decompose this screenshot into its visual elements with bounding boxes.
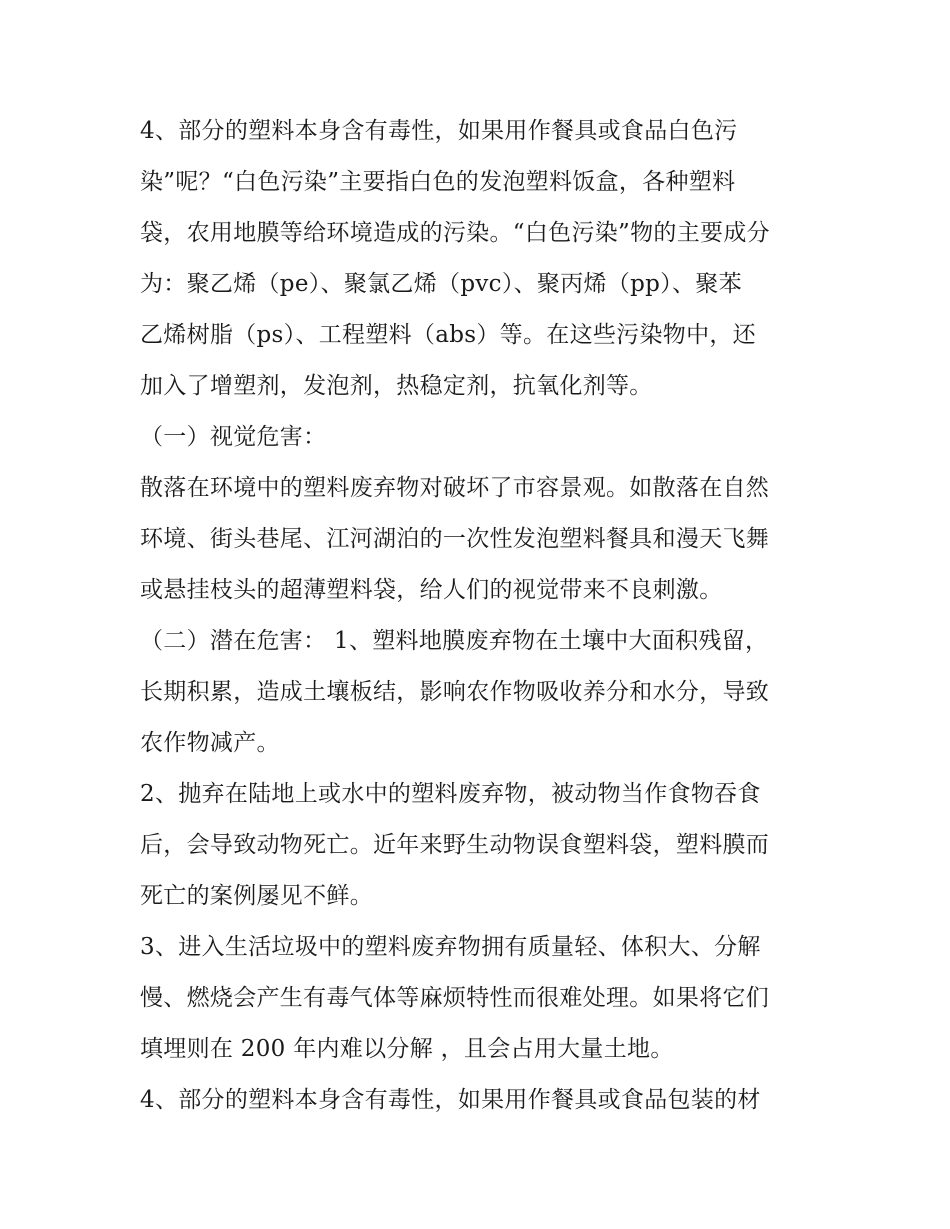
text-line-14: 2、抛弃在陆地上或水中的塑料废弃物，被动物当作食物吞食	[140, 781, 761, 807]
text-line-6: 加入了增塑剂，发泡剂，热稳定剂，抗氧化剂等。	[140, 373, 653, 399]
text-line-12: 长期积累，造成土壤板结，影响农作物吸收养分和水分，导致	[140, 679, 770, 705]
text-line-4: 为：聚乙烯（pe）、聚氯乙烯（pvc）、聚丙烯（pp）、聚苯	[140, 271, 742, 297]
document-body	[140, 106, 820, 1126]
text-line-17: 3、进入生活垃圾中的塑料废弃物拥有质量轻、体积大、分解	[140, 934, 761, 960]
text-line-16: 死亡的案例屡见不鲜。	[140, 883, 373, 909]
text-line-10: 或悬挂枝头的超薄塑料袋，给人们的视觉带来不良刺激。	[140, 577, 723, 603]
text-line-2: 染”呢？“白色污染”主要指白色的发泡塑料饭盒，各种塑料	[140, 169, 736, 195]
text-line-20: 4、部分的塑料本身含有毒性，如果用作餐具或食品包装的材	[140, 1087, 761, 1113]
text-line-13: 农作物减产。	[140, 730, 280, 756]
text-line-18: 慢、燃烧会产生有毒气体等麻烦特性而很难处理。如果将它们	[140, 985, 770, 1011]
section-heading-visual-harm: （一）视觉危害：	[140, 424, 327, 450]
section-heading-potential-harm: （二）潜在危害： 1、塑料地膜废弃物在土壤中大面积残留，	[140, 628, 769, 654]
text-line-5: 乙烯树脂（ps）、工程塑料（abs）等。在这些污染物中，还	[140, 322, 756, 348]
text-line-8: 散落在环境中的塑料废弃物对破坏了市容景观。如散落在自然	[140, 475, 770, 501]
text-line-3: 袋，农用地膜等给环境造成的污染。“白色污染”物的主要成分	[140, 220, 770, 246]
text-line-1: 4、部分的塑料本身含有毒性，如果用作餐具或食品白色污	[140, 118, 738, 144]
text-line-15: 后，会导致动物死亡。近年来野生动物误食塑料袋，塑料膜而	[140, 832, 770, 858]
text-line-19: 填埋则在 200 年内难以分解 ，且会占用大量土地。	[140, 1036, 674, 1062]
text-line-9: 环境、街头巷尾、江河湖泊的一次性发泡塑料餐具和漫天飞舞	[140, 526, 770, 552]
